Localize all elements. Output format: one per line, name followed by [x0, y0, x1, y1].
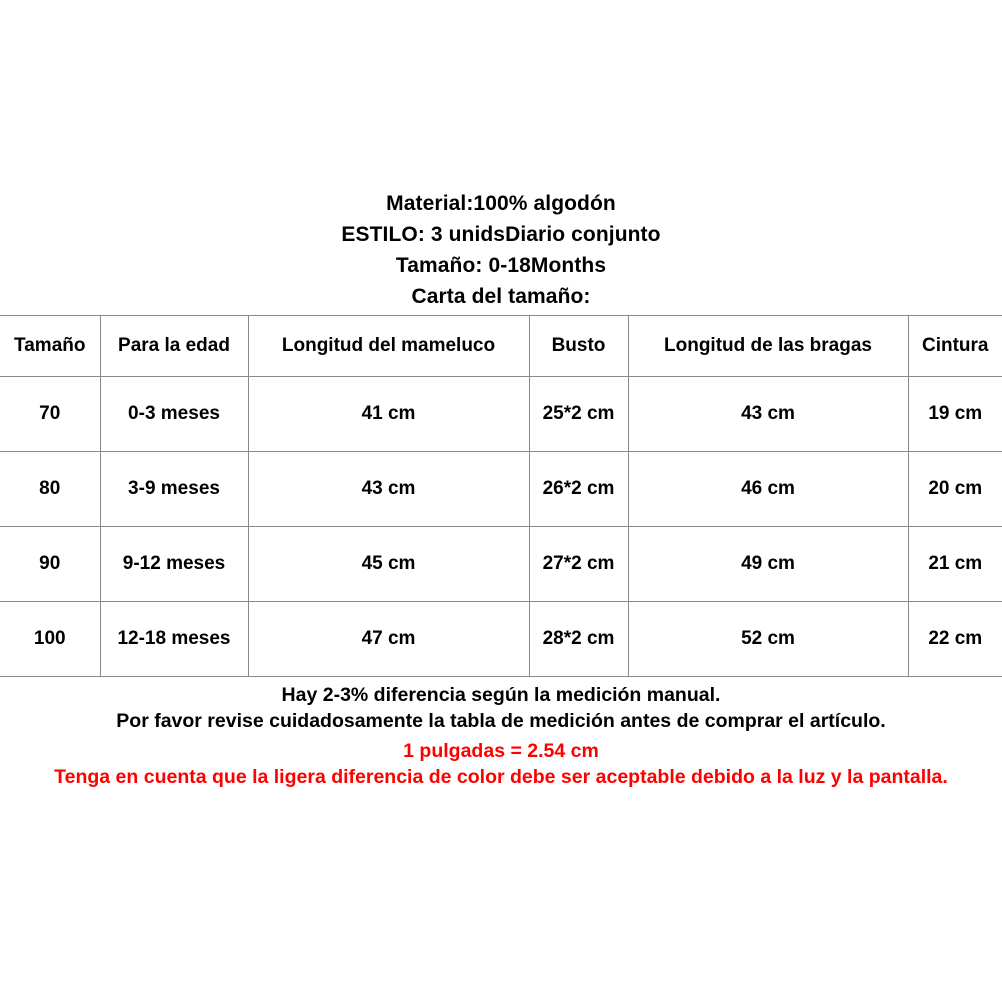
- cell-size: 100: [0, 602, 100, 677]
- note-inch-conversion: 1 pulgadas = 2.54 cm: [403, 740, 599, 762]
- cell-age: 9-12 meses: [100, 527, 248, 602]
- material-line: Material:100% algodón: [386, 192, 616, 215]
- cell-waist: 22 cm: [908, 602, 1002, 677]
- cell-romper-length: 41 cm: [248, 377, 529, 452]
- cell-romper-length: 45 cm: [248, 527, 529, 602]
- size-range-line: Tamaño: 0-18Months: [395, 254, 607, 277]
- product-info-header: [0, 188, 1002, 312]
- cell-size: 80: [0, 452, 100, 527]
- size-chart-title: Carta del tamaño:: [411, 285, 591, 308]
- cell-bust: 27*2 cm: [529, 527, 628, 602]
- cell-waist: 20 cm: [908, 452, 1002, 527]
- cell-bust: 25*2 cm: [529, 377, 628, 452]
- size-chart-table: [0, 315, 1002, 677]
- column-header-shorts-length: Longitud de las bragas: [628, 316, 908, 377]
- cell-size: 70: [0, 377, 100, 452]
- cell-shorts-length: 49 cm: [628, 527, 908, 602]
- cell-shorts-length: 52 cm: [628, 602, 908, 677]
- cell-size: 90: [0, 527, 100, 602]
- cell-age: 0-3 meses: [100, 377, 248, 452]
- table-row: [0, 377, 1002, 452]
- cell-romper-length: 43 cm: [248, 452, 529, 527]
- table-row: [0, 527, 1002, 602]
- column-header-size: Tamaño: [0, 316, 100, 377]
- column-header-romper-length: Longitud del mameluco: [248, 316, 529, 377]
- style-line: ESTILO: 3 unidsDiario conjunto: [341, 223, 661, 246]
- cell-bust: 26*2 cm: [529, 452, 628, 527]
- note-review-table: Por favor revise cuidadosamente la tabla de medición antes de comprar el artículo.: [116, 710, 886, 732]
- column-header-waist: Cintura: [908, 316, 1002, 377]
- column-header-bust: Busto: [529, 316, 628, 377]
- column-header-age: Para la edad: [100, 316, 248, 377]
- footer-notes: [0, 682, 1002, 790]
- cell-age: 3-9 meses: [100, 452, 248, 527]
- cell-waist: 19 cm: [908, 377, 1002, 452]
- size-chart-table-wrapper: [0, 315, 1002, 677]
- note-color-difference: Tenga en cuenta que la ligera diferencia de color debe ser aceptable debido a la luz y la pantalla.: [54, 766, 948, 788]
- table-row: [0, 602, 1002, 677]
- cell-age: 12-18 meses: [100, 602, 248, 677]
- table-header-row: [0, 316, 1002, 377]
- cell-shorts-length: 46 cm: [628, 452, 908, 527]
- note-manual-measurement: Hay 2-3% diferencia según la medición manual.: [281, 684, 721, 706]
- cell-bust: 28*2 cm: [529, 602, 628, 677]
- cell-shorts-length: 43 cm: [628, 377, 908, 452]
- cell-romper-length: 47 cm: [248, 602, 529, 677]
- cell-waist: 21 cm: [908, 527, 1002, 602]
- table-row: [0, 452, 1002, 527]
